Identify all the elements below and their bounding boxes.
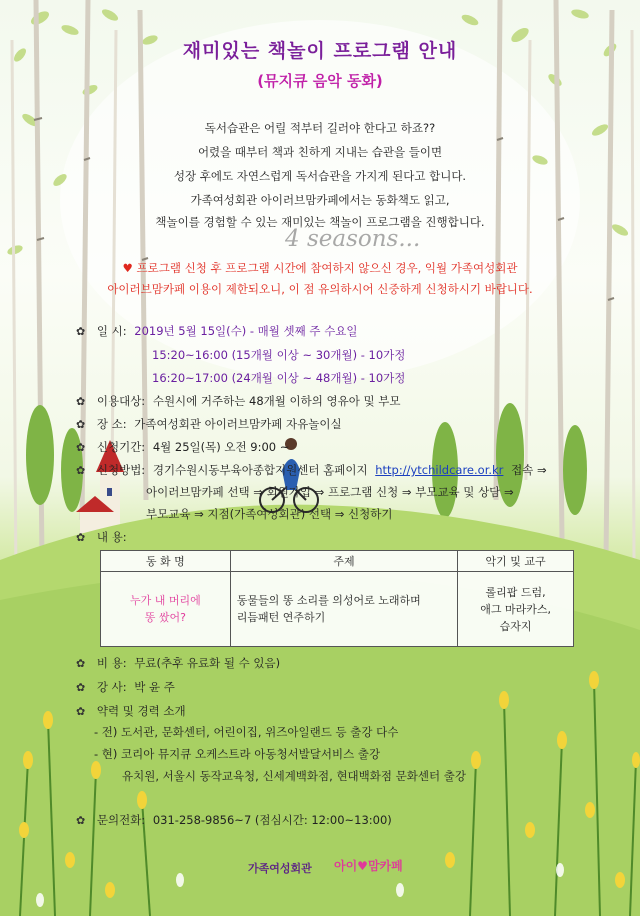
table-header: 동 화 명 (101, 551, 231, 572)
flower-bullet-icon: ✿ (76, 681, 86, 694)
career-line-1: - 전) 도서관, 문화센터, 어린이집, 위즈아일랜드 등 출강 다수 (94, 725, 399, 739)
story-title-cell (101, 572, 231, 647)
career-line-2: - 현) 코리아 뮤지큐 오케스트라 아동청서발달서비스 출강 (94, 747, 381, 761)
topic-cell (230, 572, 458, 647)
table-header: 악기 및 교구 (458, 551, 574, 572)
notice-text-1: 프로그램 신청 후 프로그램 시간에 참여하지 않으신 경우, 익월 가족여성회관 (136, 261, 518, 275)
method-line-3: 부모교육 ⇒ 지점(가족여성회관) 선택 ⇒ 신청하기 (146, 507, 393, 521)
flower-bullet-icon: ✿ (76, 441, 86, 454)
intro-line: 어렸을 때부터 책과 친하게 지내는 습관을 들이면 (197, 145, 443, 159)
contact-label: 문의전화: (96, 813, 146, 827)
content-label: 내 용: (96, 530, 127, 544)
target-value: 수원시에 거주하는 48개월 이하의 영유아 및 부모 (152, 394, 401, 408)
contact-value: 031-258-9856~7 (점심시간: 12:00~13:00) (152, 813, 392, 827)
table-header: 주제 (230, 551, 458, 572)
instructor-row (76, 679, 175, 695)
seasons-decoration: 4 seasons... (285, 226, 421, 252)
homepage-link[interactable]: http://ytchildcare.or.kr (375, 463, 504, 477)
notice-line-1 (0, 260, 640, 276)
career-line-3: 유치원, 서울시 동작교육청, 신세계백화점, 현대백화점 문화센터 출강 (122, 769, 466, 783)
topic-line: 동물들의 똥 소리를 의성어로 노래하며 (236, 594, 421, 607)
tools-line: 습자지 (499, 619, 532, 633)
method-arrow: 접속 ⇒ (511, 463, 547, 477)
tools-line: 롤리팝 드럼, (485, 585, 546, 599)
fee-label: 비 용: (96, 656, 127, 670)
place-label: 장 소: (96, 417, 127, 431)
story-title-line: 누가 내 머리에 (129, 594, 201, 607)
period-value: 4월 25일(목) 오전 9:00 ~ (152, 440, 290, 454)
schedule-time-1: 15:20~16:00 (15개월 이상 ~ 30개월) - 10가정 (152, 348, 406, 362)
method-line-2: 아이러브맘카페 선택 ⇒ 회원가입 ⇒ 프로그램 신청 ⇒ 부모교육 및 상담 ⇒ (146, 485, 514, 499)
page-title: 재미있는 책놀이 프로그램 안내 (182, 40, 458, 62)
footer-org-name: 가족여성회관 (248, 862, 312, 875)
tools-cell (458, 572, 574, 647)
intro-line: 성장 후에도 자연스럽게 독서습관을 가지게 된다고 합니다. (173, 169, 467, 183)
tools-line: 애그 마라카스, (480, 602, 551, 616)
contact-row (76, 812, 392, 828)
story-title-line: 똥 쌌어? (144, 611, 186, 624)
flower-bullet-icon: ✿ (76, 464, 86, 477)
table-row (101, 572, 574, 647)
flower-bullet-icon: ✿ (76, 325, 86, 338)
program-table (100, 550, 574, 647)
fee-value: 무료(추후 유료화 될 수 있음) (134, 656, 281, 670)
target-row (76, 393, 400, 409)
flower-bullet-icon: ✿ (76, 657, 86, 670)
method-row (76, 462, 547, 478)
intro-line: 가족여성회관 아이러브맘카페에서는 동화책도 읽고, (190, 193, 450, 207)
instructor-value: 박 윤 주 (134, 680, 175, 694)
method-label: 신청방법: (96, 463, 146, 477)
flower-bullet-icon: ✿ (76, 418, 86, 431)
fee-row (76, 655, 280, 671)
flower-bullet-icon: ✿ (76, 814, 86, 827)
intro-line: 독서습관은 어릴 적부터 길러야 한다고 하죠?? (204, 121, 436, 135)
flower-bullet-icon: ✿ (76, 531, 86, 544)
content-row (76, 529, 127, 545)
topic-line: 리듬패턴 연주하기 (236, 611, 326, 624)
page-subtitle: (뮤지큐 음악 동화) (257, 72, 383, 90)
cafe-logo: 아이♥맘카페 (334, 859, 403, 873)
flower-bullet-icon: ✿ (76, 705, 86, 718)
intro-line: 책놀이를 경험할 수 있는 재미있는 책놀이 프로그램을 진행합니다. (155, 215, 485, 229)
instructor-label: 강 사: (96, 680, 127, 694)
schedule-time-2: 16:20~17:00 (24개월 이상 ~ 48개월) - 10가정 (152, 371, 406, 385)
career-row (76, 703, 186, 719)
career-label: 약력 및 경력 소개 (96, 704, 186, 718)
schedule-label: 일 시: (96, 324, 127, 338)
schedule-date: 2019년 5월 15일(수) - 매월 셋째 주 수요일 (134, 324, 358, 338)
notice-line-2: 아이러브맘카페 이용이 제한되오니, 이 점 유의하시어 신중하게 신청하시기 바랍니다. (107, 282, 533, 296)
flower-bullet-icon: ✿ (76, 395, 86, 408)
schedule-row (76, 323, 358, 339)
period-label: 신청기간: (96, 440, 146, 454)
place-value: 가족여성회관 아이러브맘카페 자유놀이실 (134, 417, 342, 431)
target-label: 이용대상: (96, 394, 146, 408)
period-row (76, 439, 289, 455)
heart-icon: ♥ (122, 261, 133, 275)
place-row (76, 416, 342, 432)
method-line-1: 경기수원시동부육아종합지원센터 홈페이지 (152, 463, 368, 477)
table-header-row (101, 551, 574, 572)
